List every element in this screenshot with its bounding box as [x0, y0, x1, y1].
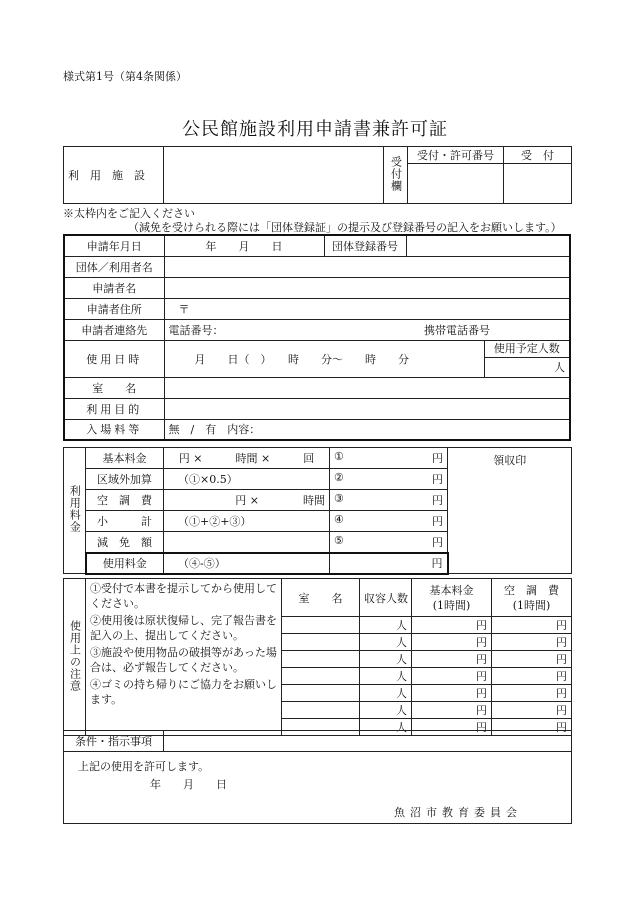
- applicant-label: 申請者名: [64, 277, 164, 298]
- capacity-cell[interactable]: 人: [360, 685, 412, 702]
- approval-date[interactable]: 年 月 日: [150, 778, 227, 791]
- contact-label: 申請者連絡先: [64, 319, 164, 340]
- room-cell[interactable]: [282, 651, 360, 668]
- ac-fee-cell[interactable]: 円: [492, 651, 572, 668]
- basic-fee-cell[interactable]: 円: [412, 617, 492, 634]
- group-name-field[interactable]: [164, 256, 570, 277]
- receipt-stamp-label: 領収印: [448, 448, 572, 574]
- fee-row-label: 区域外加算: [86, 469, 164, 490]
- fee-row-unit: 円: [432, 494, 443, 507]
- fee-row-label: 小 計: [86, 511, 164, 532]
- fee-row-label: 減 免 額: [86, 532, 164, 553]
- ac-fee-cell[interactable]: 円: [492, 668, 572, 685]
- permit-number-field[interactable]: [408, 164, 504, 204]
- approval-text: 上記の使用を許可します。: [78, 760, 210, 773]
- fee-row-unit: 円: [432, 535, 443, 549]
- usage-datetime-label: 使用日時: [64, 340, 164, 377]
- room-header: 室 名: [282, 579, 360, 617]
- notes-table: [63, 578, 572, 736]
- fee-row-unit: 円: [432, 515, 443, 528]
- group-reg-field[interactable]: [406, 235, 570, 256]
- total-fee-label: 使用料金: [86, 553, 164, 574]
- capacity-cell[interactable]: 人: [360, 719, 412, 736]
- basic-fee-header: 基本料金: [429, 583, 474, 597]
- expected-people-field[interactable]: 人: [554, 360, 566, 374]
- fee-row-num: ⑤: [334, 533, 344, 547]
- capacity-cell[interactable]: 人: [360, 651, 412, 668]
- basic-fee-cell[interactable]: 円: [412, 719, 492, 736]
- mobile-field[interactable]: 携帯電話番号: [406, 319, 570, 340]
- usage-datetime-field[interactable]: 月 日（ ） 時 分～ 時 分: [164, 340, 484, 377]
- total-fee-unit: 円: [431, 557, 443, 570]
- receipt-field[interactable]: [504, 164, 572, 204]
- fees-section-label: 利用料金: [68, 485, 82, 533]
- basic-fee-header-sub: (1時間): [432, 598, 471, 612]
- facility-label: 利 用 施 設: [64, 147, 164, 204]
- room-label: 室 名: [64, 377, 164, 398]
- fee-row-label: 基本料金: [86, 448, 164, 469]
- ac-fee-cell[interactable]: 円: [492, 634, 572, 651]
- fee-row-num: ③: [334, 492, 344, 505]
- room-cell[interactable]: [282, 634, 360, 651]
- room-cell[interactable]: [282, 617, 360, 634]
- applicant-field[interactable]: [164, 277, 570, 298]
- ac-fee-cell[interactable]: 円: [492, 719, 572, 736]
- ac-fee-cell[interactable]: 円: [492, 617, 572, 634]
- admission-field[interactable]: 無 / 有 内容：: [164, 419, 570, 440]
- admission-label: 入場料等: [64, 419, 164, 440]
- ac-fee-cell[interactable]: 円: [492, 702, 572, 719]
- basic-fee-cell[interactable]: 円: [412, 685, 492, 702]
- facility-input[interactable]: [164, 147, 384, 204]
- basic-fee-cell[interactable]: 円: [412, 668, 492, 685]
- fee-row-num: ④: [334, 513, 344, 526]
- fee-row-unit: 円: [432, 473, 443, 486]
- room-field[interactable]: [164, 377, 570, 398]
- fee-row-num: ②: [334, 471, 344, 484]
- permit-number-label: 受付・許可番号: [408, 147, 504, 164]
- approval-table: [63, 730, 572, 824]
- room-cell[interactable]: [282, 668, 360, 685]
- room-cell[interactable]: [282, 685, 360, 702]
- note-item: ③施設や使用物品の破損等があった場合は、必ず報告してください。: [90, 646, 277, 674]
- fees-table: [63, 447, 572, 575]
- instruction-line-2: （減免を受けられる際には「団体登録証」の提示及び登録番号の記入をお願いします。）: [128, 221, 562, 234]
- fee-row-formula[interactable]: （①+②+③）: [164, 511, 330, 532]
- basic-fee-cell[interactable]: 円: [412, 651, 492, 668]
- conditions-label: 条件・指示事項: [64, 731, 164, 752]
- note-item: ④ゴミの持ち帰りにご協力をお願いします。: [90, 678, 277, 706]
- capacity-cell[interactable]: 人: [360, 668, 412, 685]
- receipt-label: 受 付: [504, 147, 572, 164]
- instruction-line-1: ※太枠内をご記入ください: [63, 207, 195, 220]
- date-label: 申請年月日: [64, 235, 164, 256]
- note-item: ①受付で本書を提示してから使用してください。: [90, 582, 277, 610]
- date-field[interactable]: 年 月 日: [164, 235, 324, 256]
- capacity-cell[interactable]: 人: [360, 634, 412, 651]
- note-item: ②使用後は原状復帰し、完了報告書を記入の上、提出してください。: [90, 614, 277, 642]
- facility-table: [63, 146, 572, 204]
- purpose-label: 利用目的: [64, 398, 164, 419]
- address-field[interactable]: 〒: [164, 298, 570, 319]
- ac-fee-cell[interactable]: 円: [492, 685, 572, 702]
- fee-row-formula[interactable]: 円 × 時間 × 回: [164, 448, 330, 469]
- fee-row-num: ①: [334, 450, 344, 463]
- group-name-label: 団体／利用者名: [64, 256, 164, 277]
- ac-fee-header: 空 調 費: [504, 583, 559, 597]
- expected-people-label: 使用予定人数: [485, 341, 570, 358]
- fee-row-formula[interactable]: 円 × 時間: [164, 490, 330, 511]
- reception-label: 受付欄: [389, 155, 403, 192]
- group-reg-label: 団体登録番号: [324, 235, 406, 256]
- purpose-field[interactable]: [164, 398, 570, 419]
- address-label: 申請者住所: [64, 298, 164, 319]
- room-cell[interactable]: [282, 702, 360, 719]
- basic-fee-cell[interactable]: 円: [412, 634, 492, 651]
- ac-fee-header-sub: (1時間): [512, 598, 551, 612]
- form-number: 様式第1号（第4条関係）: [63, 70, 187, 83]
- conditions-field[interactable]: [164, 731, 572, 752]
- fee-row-label: 空 調 費: [86, 490, 164, 511]
- total-fee-formula[interactable]: （④-⑤）: [164, 553, 330, 574]
- basic-fee-cell[interactable]: 円: [412, 702, 492, 719]
- capacity-header: 収容人数: [360, 579, 412, 617]
- phone-field[interactable]: 電話番号：: [164, 319, 406, 340]
- fee-row-formula[interactable]: [164, 532, 330, 553]
- application-table: [63, 234, 571, 441]
- capacity-cell[interactable]: 人: [360, 617, 412, 634]
- page-title: 公民館施設利用申請書兼許可証: [182, 119, 448, 140]
- fee-row-formula[interactable]: （①×0.5）: [164, 469, 330, 490]
- issuer-name: 魚沼市教育委員会: [394, 806, 522, 819]
- notes-section-label: 使用上の注意: [68, 619, 82, 692]
- capacity-cell[interactable]: 人: [360, 702, 412, 719]
- fee-row-unit: 円: [432, 452, 443, 465]
